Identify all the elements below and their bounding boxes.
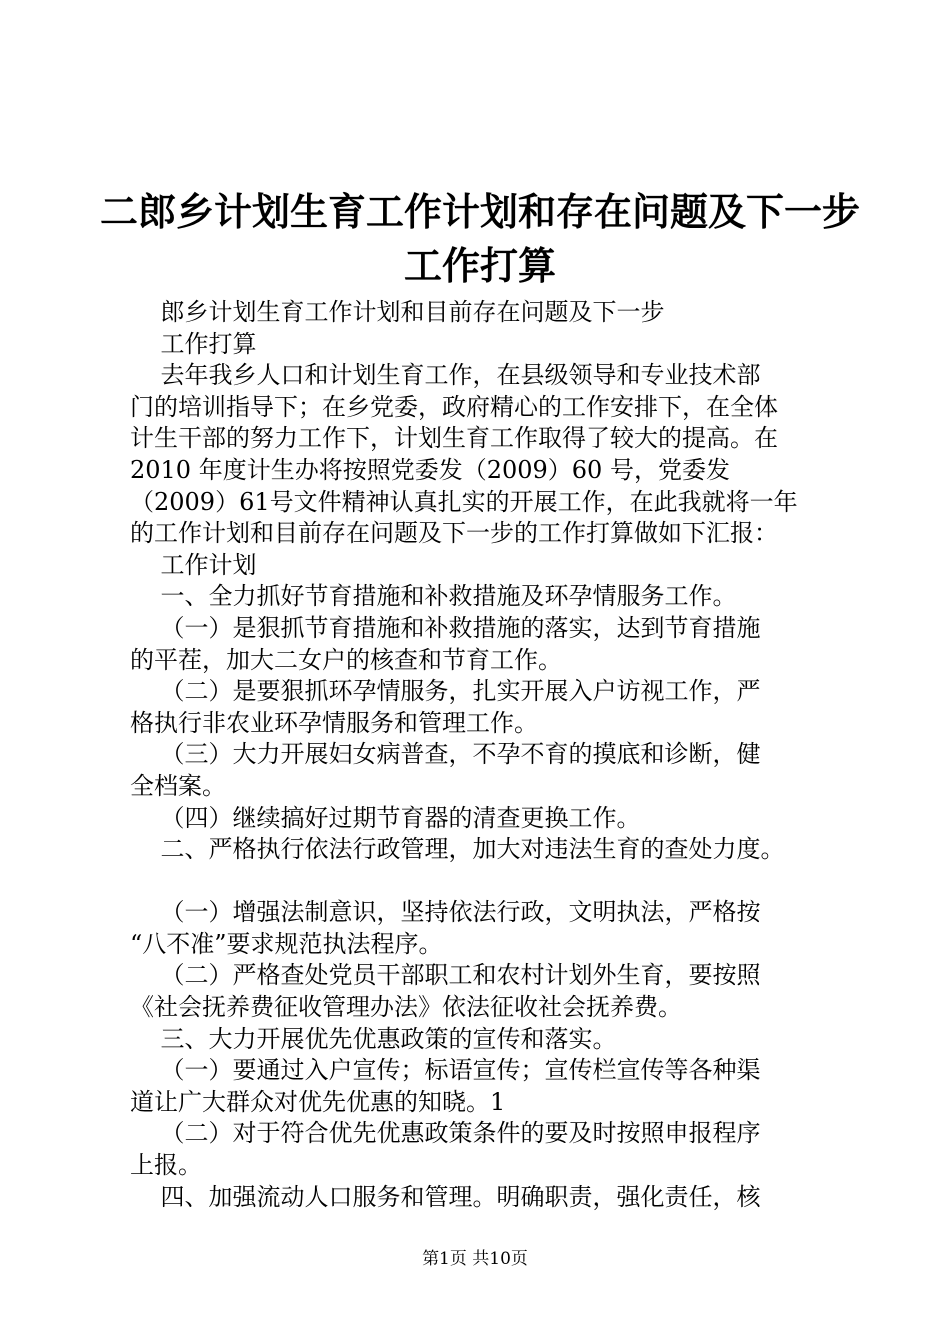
paragraph-line: （一）要通过入户宣传；标语宣传；宣传栏宣传等各种渠	[130, 1056, 761, 1085]
paragraph-line: （二）是要狠抓环孕情服务，扎实开展入户访视工作，严	[130, 677, 761, 706]
paragraph-line: 三、大力开展优先优惠政策的宣传和落实。	[130, 1024, 617, 1053]
paragraph-line: 上报。	[130, 1151, 202, 1180]
document-title-line-1: 二郎乡计划生育工作计划和存在问题及下一步	[100, 189, 861, 234]
paragraph-line: （一）是狠抓节育措施和补救措施的落实，达到节育措施	[130, 613, 761, 642]
paragraph-line: 计生干部的努力工作下，计划生育工作取得了较大的提高。在	[130, 424, 778, 453]
paragraph-line: （一）增强法制意识，坚持依法行政，文明执法，严格按	[130, 898, 761, 927]
paragraph-line: 工作计划	[130, 550, 257, 579]
blank-line	[130, 866, 850, 898]
paragraph-line: 格执行非农业环孕情服务和管理工作。	[130, 708, 538, 737]
page-number-footer: 第1页 共10页	[422, 1249, 528, 1269]
paragraph-line: （2009）61号文件精神认真扎实的开展工作，在此我就将一年	[130, 487, 798, 516]
paragraph-line: 的平茬，加大二女户的核查和节育工作。	[130, 645, 562, 674]
paragraph-line: （四）继续搞好过期节育器的清查更换工作。	[130, 803, 641, 832]
paragraph-line: 的工作计划和目前存在问题及下一步的工作打算做如下汇报：	[130, 519, 778, 548]
paragraph-line: （二）严格查处党员干部职工和农村计划外生育，要按照	[130, 961, 761, 990]
document-body	[130, 297, 850, 1213]
paragraph-line: 一、全力抓好节育措施和补救措施及环孕情服务工作。	[130, 582, 737, 611]
paragraph-line: 四、加强流动人口服务和管理。明确职责，强化责任，核	[130, 1182, 761, 1211]
paragraph-line: 工作打算	[130, 329, 257, 358]
paragraph-line: 门的培训指导下；在乡党委，政府精心的工作安排下，在全体	[130, 392, 778, 421]
paragraph-line: （三）大力开展妇女病普查，不孕不育的摸底和诊断，健	[130, 740, 761, 769]
paragraph-line: （二）对于符合优先优惠政策条件的要及时按照申报程序	[130, 1119, 761, 1148]
document-title-line-2: 工作打算	[403, 243, 556, 288]
paragraph-line: 二、严格执行依法行政管理，加大对违法生育的查处力度。	[130, 835, 785, 864]
paragraph-line: 道让广大群众对优先优惠的知晓。1	[130, 1087, 506, 1116]
paragraph-line: 2010 年度计生办将按照党委发（2009）60 号，党委发	[130, 455, 730, 484]
paragraph-line: 《社会抚养费征收管理办法》依法征收社会抚养费。	[130, 993, 682, 1022]
paragraph-line: 全档案。	[130, 771, 226, 800]
paragraph-line: 去年我乡人口和计划生育工作，在县级领导和专业技术部	[130, 361, 761, 390]
paragraph-line: “八不准”要求规范执法程序。	[130, 929, 443, 958]
paragraph-line: 郎乡计划生育工作计划和目前存在问题及下一步	[130, 298, 665, 326]
